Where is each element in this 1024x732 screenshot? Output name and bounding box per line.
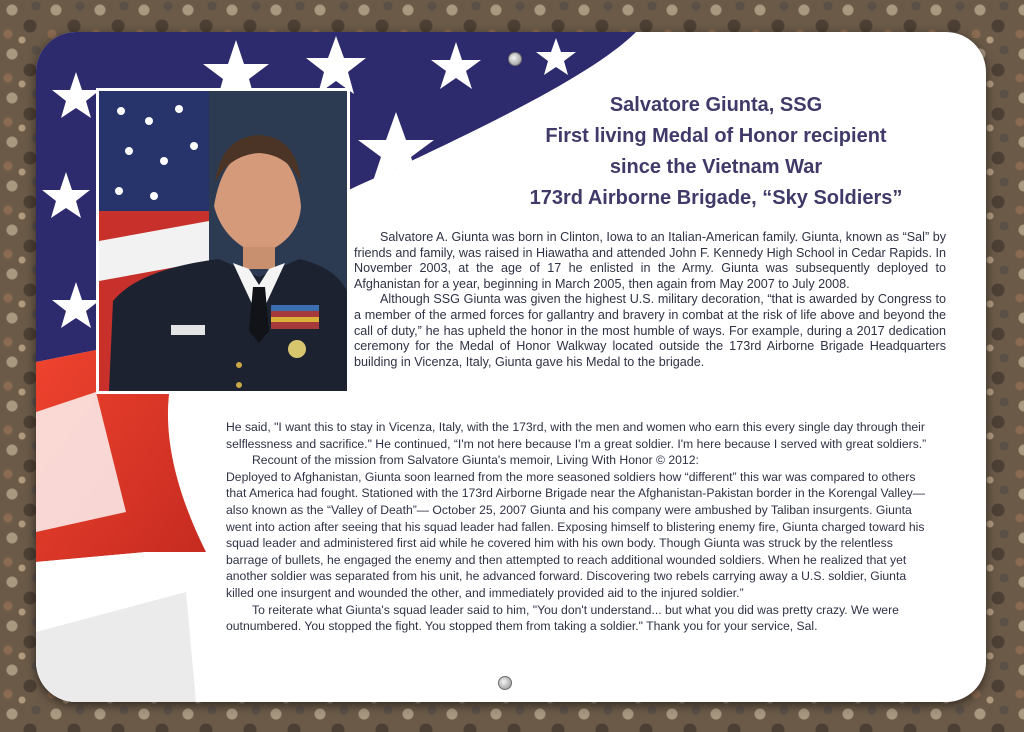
biography-text-upper bbox=[354, 230, 946, 370]
heading-era-line: since the Vietnam War bbox=[609, 156, 823, 178]
biography-text-lower bbox=[226, 419, 936, 635]
plaque-heading bbox=[476, 90, 956, 214]
closing-paragraph: To reiterate what Giunta's squad leader said to him, "You don't understand... but what you did was pretty crazy. We were outnumbered. You stopped the fight. You stopped them from taking a soldier." Thank you for your service, Sal. bbox=[226, 602, 899, 634]
memoir-credit-line: Recount of the mission from Salvatore Giunta's memoir, Living With Honor © 2012: bbox=[252, 453, 699, 468]
memorial-plaque bbox=[36, 32, 986, 702]
mounting-screw bbox=[508, 52, 522, 66]
portrait-photo-frame bbox=[96, 88, 350, 394]
mounting-screw bbox=[498, 676, 512, 690]
heading-unit-line: 173rd Airborne Brigade, “Sky Soldiers” bbox=[529, 187, 903, 209]
bio-paragraph-medal: Although SSG Giunta was given the highest U.S. military decoration, “that is awarded by Congress to a member of the armed forces for gallantry and bravery in combat at the risk of life above and beyond the call of duty,” he has upheld the honor in the most humble of ways. For example, during a 2017 dedication ceremony for the Medal of Honor Walkway located outside the 173rd Airborne Brigade Headquarters building in Vicenza, Italy, Giunta gave his Medal to the brigade. bbox=[354, 292, 946, 369]
mission-paragraph: Deployed to Afghanistan, Giunta soon learned from the more seasoned soldiers how “different” this war was compared to others that America had fought. Stationed with the 173rd Airborne Brigade near the Afghanistan-Pakistan border in the Korengal Valley—also known as the “Valley of Death”— October 25, 2007 Giunta and his company were ambushed by Taliban insurgents. Giunta went into action after seeing that his squad leader had fallen. Exposing himself to blistering enemy fire, Giunta charged toward his squad leader and administered first aid while he covered him with his own body. Though Giunta was struck by the relentless barrage of bullets, he engaged the enemy and then attempted to reach additional wounded soldiers. When he realized that yet another soldier was separated from his unit, he advanced forward. Discovering two rebels carrying away a U.S. soldier, Giunta killed one insurgent and wounded the other, and immediately provided aid to the injured soldier.” bbox=[226, 469, 925, 600]
heading-name-line: Salvatore Giunta, SSG bbox=[609, 94, 823, 116]
bio-paragraph-early-life: Salvatore A. Giunta was born in Clinton, Iowa to an Italian-American family. Giunta, known as “Sal” by friends and family, was raised in Hiawatha and attended John F. Kennedy High School in Cedar Rapids. In November 2003, at the age of 17 he enlisted in the Army. Giunta was subsequently deployed to Afghanistan for a year, beginning in March 2005, then again from May 2007 to July 2008. bbox=[354, 230, 946, 291]
quote-paragraph: He said, "I want this to stay in Vicenza, Italy, with the 173rd, with the men and women who earn this every single day through their selflessness and sacrifice." He continued, “I'm not here because I'm a great soldier. I'm here because I served with great soldiers.” bbox=[226, 420, 927, 451]
heading-honor-line: First living Medal of Honor recipient bbox=[545, 125, 887, 147]
soldier-portrait-photo bbox=[99, 91, 347, 391]
